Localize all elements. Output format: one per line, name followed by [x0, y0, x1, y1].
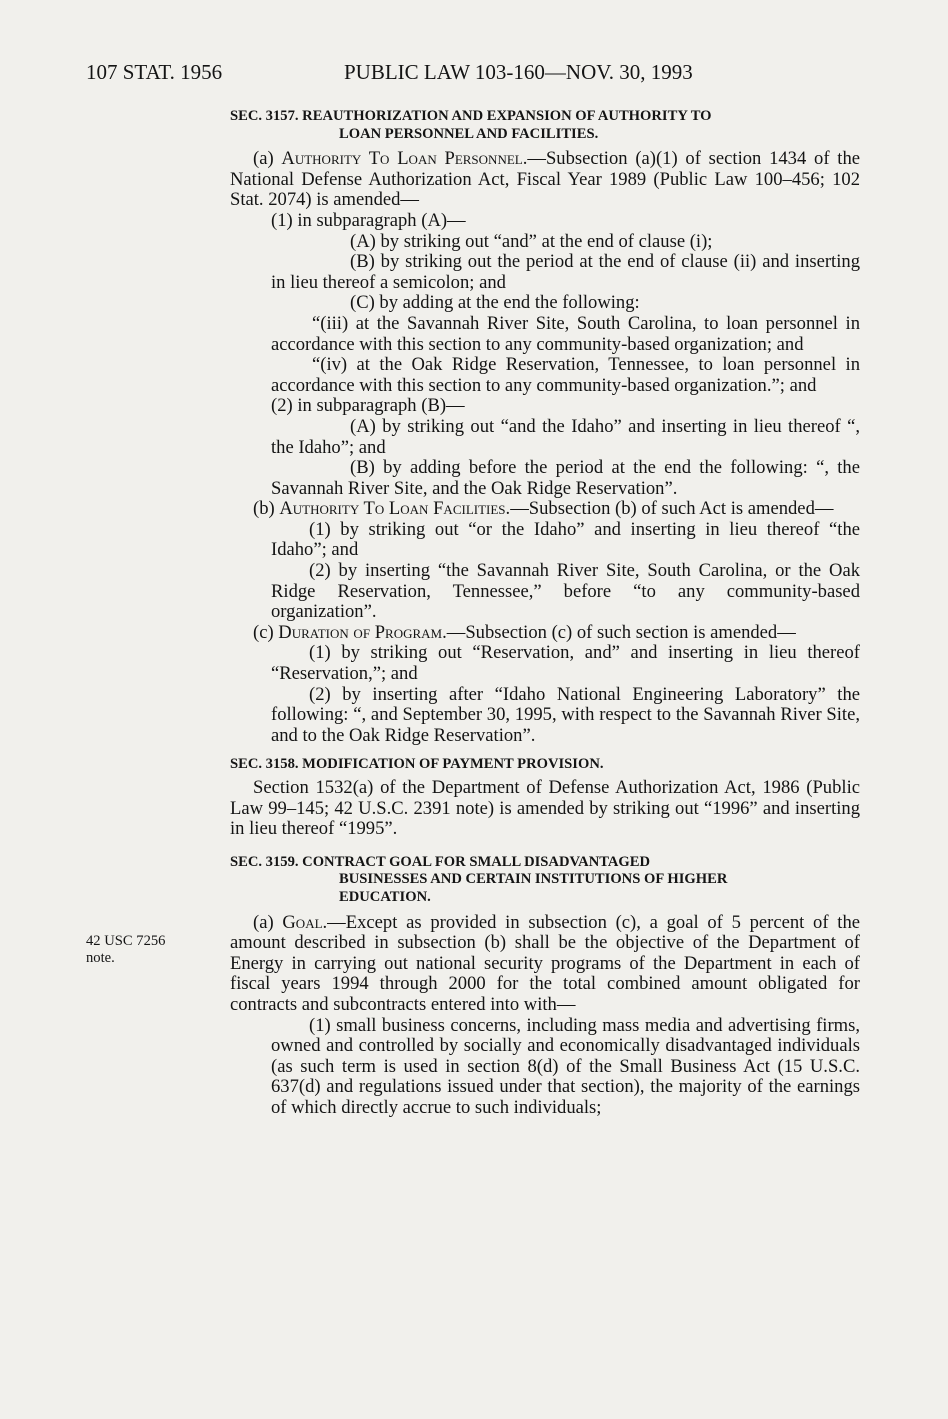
sec-3157-subsection-c: (c) Duration of Program.—Subsection (c) of such section is amended— [253, 621, 796, 643]
sec-3159-subsection-a: (a) Goal.—Except as provided in subsection (c), a goal of 5 percent of the amount described in subsection (b) shall be the objective of the Department of Energy in carrying out national security programs of the Department in each of fiscal years 1994 through 2000 for the total combined amount obligated for contracts and subcontracts entered into with— [230, 911, 860, 1015]
clause-a2B: (B) by adding before the period at the end the following: “, the Savannah River Site, and the Oak Ridge Reservation”. [271, 457, 860, 499]
paragraph-c1: (1) by striking out “Reservation, and” and inserting in lieu thereof “Reservation,”; and [271, 642, 860, 685]
clause-a1C: (C) by adding at the end the following: [350, 292, 640, 314]
clause-a2A: (A) by striking out “and the Idaho” and inserting in lieu thereof “, the Idaho”; and [271, 415, 860, 458]
sec-3158-text: Section 1532(a) of the Department of Defense Authorization Act, 1986 (Public Law 99–145; 42 U.S.C. 2391 note) is amended by striking out “1996” and inserting in lieu thereof “1995”. [230, 777, 860, 840]
sec-3159-heading-line2: BUSINESSES AND CERTAIN INSTITUTIONS OF HIGHER [339, 871, 728, 888]
sec-3159-heading-line1: SEC. 3159. CONTRACT GOAL FOR SMALL DISADVANTAGED [230, 853, 651, 870]
paragraph-c2: (2) by inserting after “Idaho National Engineering Laboratory” the following: “, and September 30, 1995, with respect to the Savannah River Site, and to the Oak Ridge Reservation”. [271, 683, 860, 746]
clause-a1A: (A) by striking out “and” at the end of clause (i); [350, 230, 713, 252]
goal-caption: Goal. [282, 911, 328, 933]
subsection-c-caption: Duration of Program. [278, 621, 447, 643]
sec-3157-heading-line2: LOAN PERSONNEL AND FACILITIES. [339, 125, 599, 142]
paragraph-a1: (1) in subparagraph (A)— [271, 209, 466, 231]
sec-3157-subsection-b: (b) Authority To Loan Facilities.—Subsection (b) of such Act is amended— [253, 498, 834, 520]
paragraph-3159-a1: (1) small business concerns, including mass media and advertising firms, owned and controlled by socially and economically disadvantaged individuals (as such term is used in section 8(d) of the Small Business Act (15 U.S.C. 637(d) and regulations issued under that section), the majority of the earnings of which directly accrue to such individuals; [271, 1014, 860, 1118]
page-header [86, 60, 866, 90]
public-law-title: PUBLIC LAW 103-160—NOV. 30, 1993 [344, 60, 693, 84]
clause-a1B: (B) by striking out the period at the end of clause (ii) and inserting in lieu thereof a semicolon; and [271, 251, 860, 293]
margin-note: 42 USC 7256 note. [86, 933, 166, 966]
paragraph-b1: (1) by striking out “or the Idaho” and inserting in lieu thereof “the Idaho”; and [271, 518, 860, 561]
subsection-a-caption: Authority To Loan Personnel. [281, 148, 528, 170]
sec-3159-heading-line3: EDUCATION. [339, 888, 431, 905]
sec-3157-heading-line1: SEC. 3157. REAUTHORIZATION AND EXPANSION OF AUTHORITY TO [230, 108, 712, 124]
sec-3159-heading [230, 854, 860, 907]
stat-citation: 107 STAT. 1956 [86, 60, 223, 84]
document-body [230, 108, 860, 1119]
paragraph-a2: (2) in subparagraph (B)— [271, 395, 465, 417]
quoted-clause-iii: “(iii) at the Savannah River Site, South Carolina, to loan personnel in accordance with this section to any community-based organization; and [271, 312, 860, 355]
paragraph-b2: (2) by inserting “the Savannah River Site, South Carolina, or the Oak Ridge Reservation, Tennessee,” before “to any community-based organization”. [271, 560, 860, 623]
subsection-b-caption: Authority To Loan Facilities. [279, 498, 511, 520]
sec-3158-heading: SEC. 3158. MODIFICATION OF PAYMENT PROVISION. [230, 756, 604, 773]
sec-3157-heading [230, 108, 860, 143]
sec-3157-subsection-a: (a) Authority To Loan Personnel.—Subsection (a)(1) of section 1434 of the National Defense Authorization Act, Fiscal Year 1989 (Public Law 100–456; 102 Stat. 2074) is amended— [230, 148, 861, 211]
quoted-clause-iv: “(iv) at the Oak Ridge Reservation, Tennessee, to loan personnel in accordance with this section to any community-based organization.”; and [271, 354, 860, 396]
